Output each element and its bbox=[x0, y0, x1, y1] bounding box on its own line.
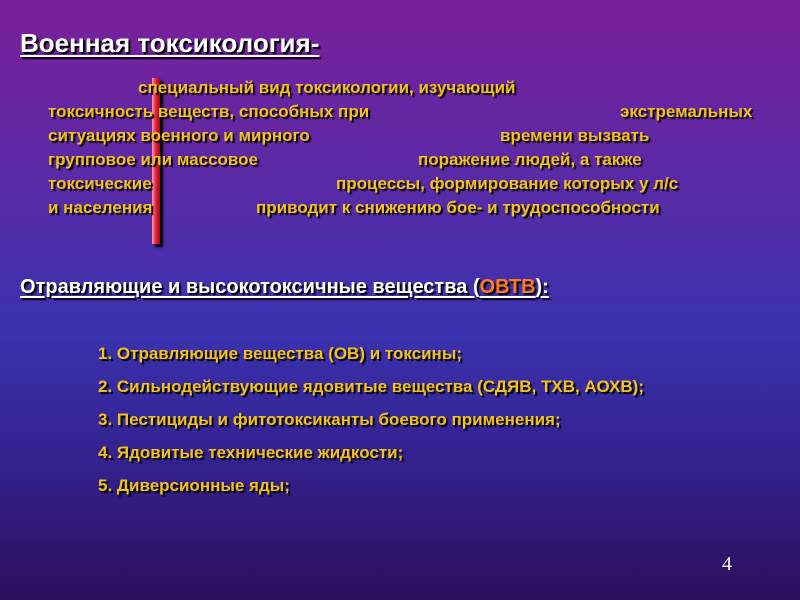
definition-segment: токсичность веществ, способных при bbox=[48, 102, 370, 121]
slide-title: Военная токсикология- bbox=[20, 28, 320, 58]
definition-segment: и населения bbox=[48, 198, 153, 217]
definition-line bbox=[48, 76, 788, 100]
page-number: 4 bbox=[722, 553, 732, 575]
section-heading-abbreviation: ОВТВ bbox=[479, 276, 536, 298]
section-heading bbox=[20, 276, 549, 299]
definition-segment: групповое или массовое bbox=[48, 150, 258, 169]
list-item: 4. Ядовитые технические жидкости; bbox=[98, 443, 404, 462]
list-item: 2. Сильнодействующие ядовитые вещества (СДЯВ, ТХВ, АОХВ); bbox=[98, 377, 644, 396]
definition-paragraph bbox=[48, 76, 788, 220]
list-item: 1. Отравляющие вещества (ОВ) и токсины; bbox=[98, 344, 463, 363]
substance-list bbox=[60, 342, 760, 507]
section-heading-prefix: Отравляющие и высокотоксичные вещества ( bbox=[20, 276, 480, 298]
definition-segment: специальный вид токсикологии, изучающий bbox=[138, 78, 516, 97]
definition-segment: токсические bbox=[48, 174, 152, 193]
definition-segment: времени вызвать bbox=[500, 126, 650, 145]
definition-segment: ситуациях военного и мирного bbox=[48, 126, 310, 145]
definition-line bbox=[48, 100, 788, 124]
definition-line bbox=[48, 172, 788, 196]
list-item: 5. Диверсионные яды; bbox=[98, 476, 290, 495]
definition-line bbox=[48, 124, 788, 148]
definition-segment: приводит к снижению бое- и трудоспособности bbox=[256, 198, 660, 217]
definition-segment: поражение людей, а также bbox=[418, 150, 642, 169]
definition-segment: процессы, формирование которых у л/с bbox=[336, 174, 679, 193]
definition-line bbox=[48, 196, 788, 220]
list-item: 3. Пестициды и фитотоксиканты боевого применения; bbox=[98, 410, 561, 429]
definition-line bbox=[48, 148, 788, 172]
section-heading-suffix: ): bbox=[535, 276, 549, 298]
definition-segment: экстремальных bbox=[620, 102, 753, 121]
